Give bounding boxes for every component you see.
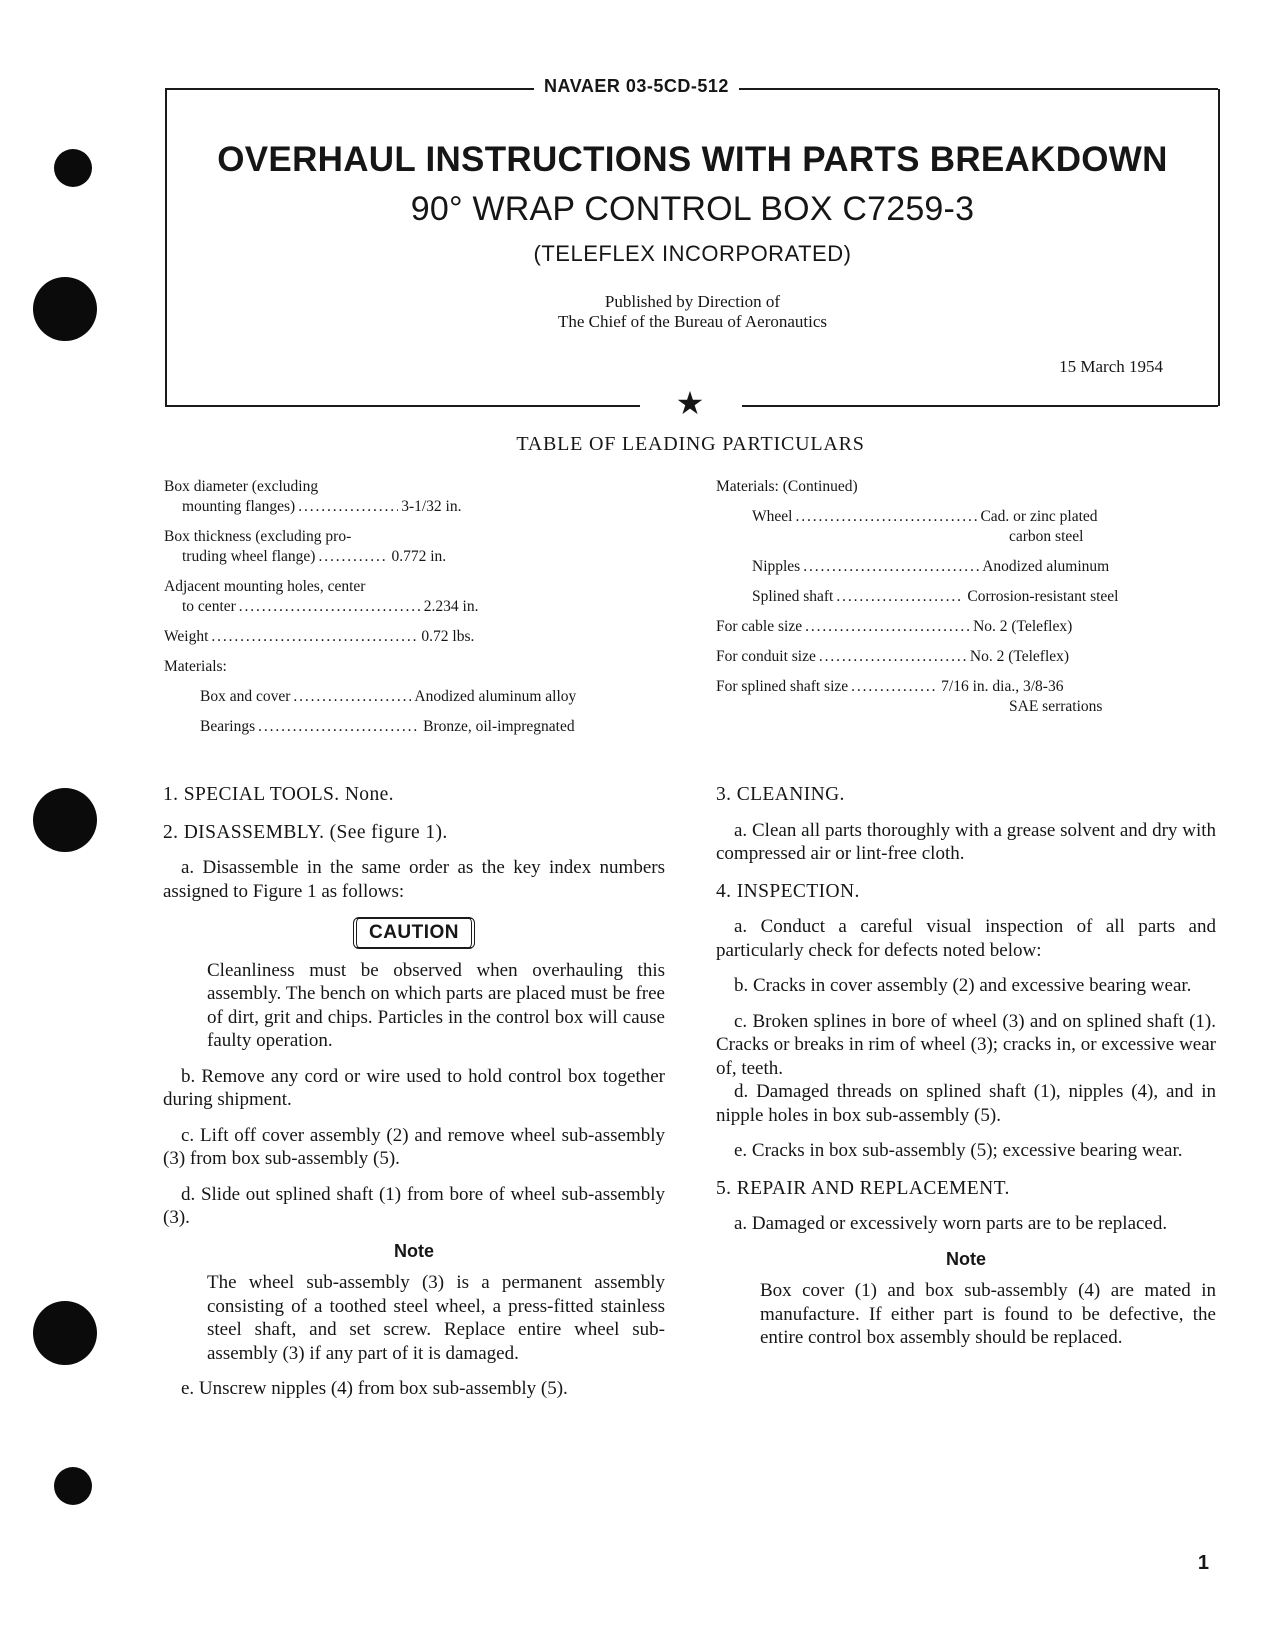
left-column — [163, 783, 665, 1401]
inspection-step-d: d. Damaged threads on splined shaft (1), nipples (4), and in nipple holes in box sub-assembly (5). — [716, 1081, 1216, 1126]
binder-hole-3 — [33, 788, 97, 852]
repair-step-a: a. Damaged or excessively worn parts are to be replaced. — [734, 1213, 1168, 1234]
disassembly-step-b: b. Remove any cord or wire used to hold control box together during shipment. — [163, 1065, 665, 1110]
note-text-right: Box cover (1) and box sub-assembly (4) are mated in manufacture. If either part is found to be defective, the entire control box assembly should be replaced. — [760, 1280, 1216, 1348]
box-diameter-row: mounting flanges) . . . 3-1/32 in. — [164, 497, 664, 517]
cleaning-step-a: a. Clean all parts thoroughly with a grease solvent and dry with compressed air or lint-free cloth. — [716, 819, 1216, 864]
section-disassembly: 2. DISASSEMBLY. (See figure 1). — [163, 821, 448, 843]
company-name: (TELEFLEX INCORPORATED) — [533, 241, 852, 266]
section-cleaning: 3. CLEANING. — [716, 784, 845, 805]
inspection-step-c: c. Broken splines in bore of wheel (3) and on splined shaft (1). Cracks or breaks in rim of wheel (3); cracks in, or excessive wear of, teeth. — [716, 1010, 1216, 1079]
inspection-step-b: b. Cracks in cover assembly (2) and excessive bearing wear. — [734, 975, 1192, 996]
nipples-value: Anodized aluminum — [982, 558, 1110, 575]
materials-label: Materials: — [164, 658, 227, 675]
mounting-holes-row: to center . . . 2.234 in. — [164, 597, 664, 617]
disassembly-step-e: e. Unscrew nipples (4) from box sub-assembly (5). — [181, 1378, 568, 1399]
bearings-row: Bearings . . . Bronze, oil-impregnated — [164, 717, 664, 737]
cable-size-row: For cable size . . . No. 2 (Teleflex) — [716, 617, 1226, 637]
box-cover-row: Box and cover . . . Anodized aluminum alloy — [164, 687, 664, 707]
box-thickness-value: 0.772 in. — [391, 548, 447, 565]
table-title: TABLE OF LEADING PARTICULARS — [516, 433, 865, 455]
weight-row: Weight . . . 0.72 lbs. — [164, 627, 664, 647]
note-label-left: Note — [394, 1240, 434, 1261]
disassembly-step-d: d. Slide out splined shaft (1) from bore of wheel sub-assembly (3). — [163, 1183, 665, 1228]
star-icon: ★ — [675, 385, 705, 421]
conduit-size-row: For conduit size . . . No. 2 (Teleflex) — [716, 647, 1226, 667]
inspection-step-e: e. Cracks in box sub-assembly (5); excessive bearing wear. — [734, 1140, 1183, 1161]
document-number: NAVAER 03-5CD-512 — [0, 76, 1273, 97]
bearings-value: Bronze, oil-impregnated — [423, 718, 575, 735]
box-diameter-value: 3-1/32 in. — [401, 498, 462, 515]
inspection-step-a: a. Conduct a careful visual inspection of all parts and particularly check for defects noted below: — [716, 916, 1216, 961]
note-text-left: The wheel sub-assembly (3) is a permanent assembly consisting of a toothed steel wheel, a press-fitted stainless steel shaft, and set screw. Replace entire wheel sub-assembly (3) if any part of it is damaged. — [207, 1272, 665, 1364]
caution-label: CAUTION — [353, 917, 475, 949]
splined-shaft-row: Splined shaft . . . Corrosion-resistant steel — [716, 587, 1226, 607]
section-special-tools: 1. SPECIAL TOOLS. None. — [163, 784, 394, 805]
splined-size-value: 7/16 in. dia., 3/8-36 — [941, 678, 1064, 695]
frame-bottom-rule-right — [742, 405, 1218, 407]
right-column — [716, 783, 1216, 1350]
publisher-line-2: The Chief of the Bureau of Aeronautics — [557, 312, 828, 331]
wheel-row: Wheel . . . Cad. or zinc plated — [716, 507, 1226, 527]
note-label-right: Note — [946, 1248, 986, 1269]
wheel-value: Cad. or zinc plated — [980, 508, 1098, 525]
publication-date: 15 March 1954 — [1059, 357, 1163, 376]
page-number: 1 — [1197, 1552, 1209, 1574]
box-cover-value: Anodized aluminum alloy — [414, 688, 577, 705]
mounting-holes-label: Adjacent mounting holes, center — [164, 578, 366, 595]
section-inspection: 4. INSPECTION. — [716, 880, 860, 902]
cable-size-value: No. 2 (Teleflex) — [973, 618, 1073, 635]
box-thickness-row: truding wheel flange) . . . 0.772 in. — [164, 547, 664, 567]
sub-title: 90° WRAP CONTROL BOX C7259-3 — [410, 190, 975, 228]
mounting-holes-value: 2.234 in. — [423, 598, 479, 615]
binder-hole-4 — [33, 1301, 97, 1365]
disassembly-step-c: c. Lift off cover assembly (2) and remove wheel sub-assembly (3) from box sub-assembly (5). — [163, 1124, 665, 1169]
box-thickness-label: Box thickness (excluding pro- — [164, 528, 352, 545]
frame-bottom-rule-left — [165, 405, 640, 407]
conduit-size-value: No. 2 (Teleflex) — [969, 648, 1070, 665]
binder-hole-2 — [33, 277, 97, 341]
binder-hole-1 — [54, 149, 92, 187]
publisher-line-1: Published by Direction of — [604, 292, 781, 311]
splined-size-value-2: SAE serrations — [1009, 698, 1103, 715]
particulars-left — [164, 477, 664, 737]
splined-size-row: For splined shaft size . . . 7/16 in. dia., 3/8-36 — [716, 677, 1226, 697]
weight-value: 0.72 lbs. — [421, 628, 475, 645]
particulars-right — [716, 477, 1226, 717]
caution-text: Cleanliness must be observed when overhauling this assembly. The bench on which parts are placed must be free of dirt, grit and chips. Particles in the control box will cause faulty operation. — [207, 959, 665, 1051]
nipples-row: Nipples . . . Anodized aluminum — [716, 557, 1226, 577]
disassembly-step-a: a. Disassemble in the same order as the key index numbers assigned to Figure 1 as follows: — [163, 857, 665, 902]
materials-continued-label: Materials: (Continued) — [716, 478, 858, 495]
binder-hole-5 — [54, 1467, 92, 1505]
wheel-value-2: carbon steel — [1009, 528, 1084, 545]
splined-shaft-value: Corrosion-resistant steel — [967, 588, 1119, 605]
main-title: OVERHAUL INSTRUCTIONS WITH PARTS BREAKDOWN — [217, 140, 1168, 179]
box-diameter-label: Box diameter (excluding — [164, 478, 319, 495]
section-repair-replacement: 5. REPAIR AND REPLACEMENT. — [716, 1177, 1010, 1199]
